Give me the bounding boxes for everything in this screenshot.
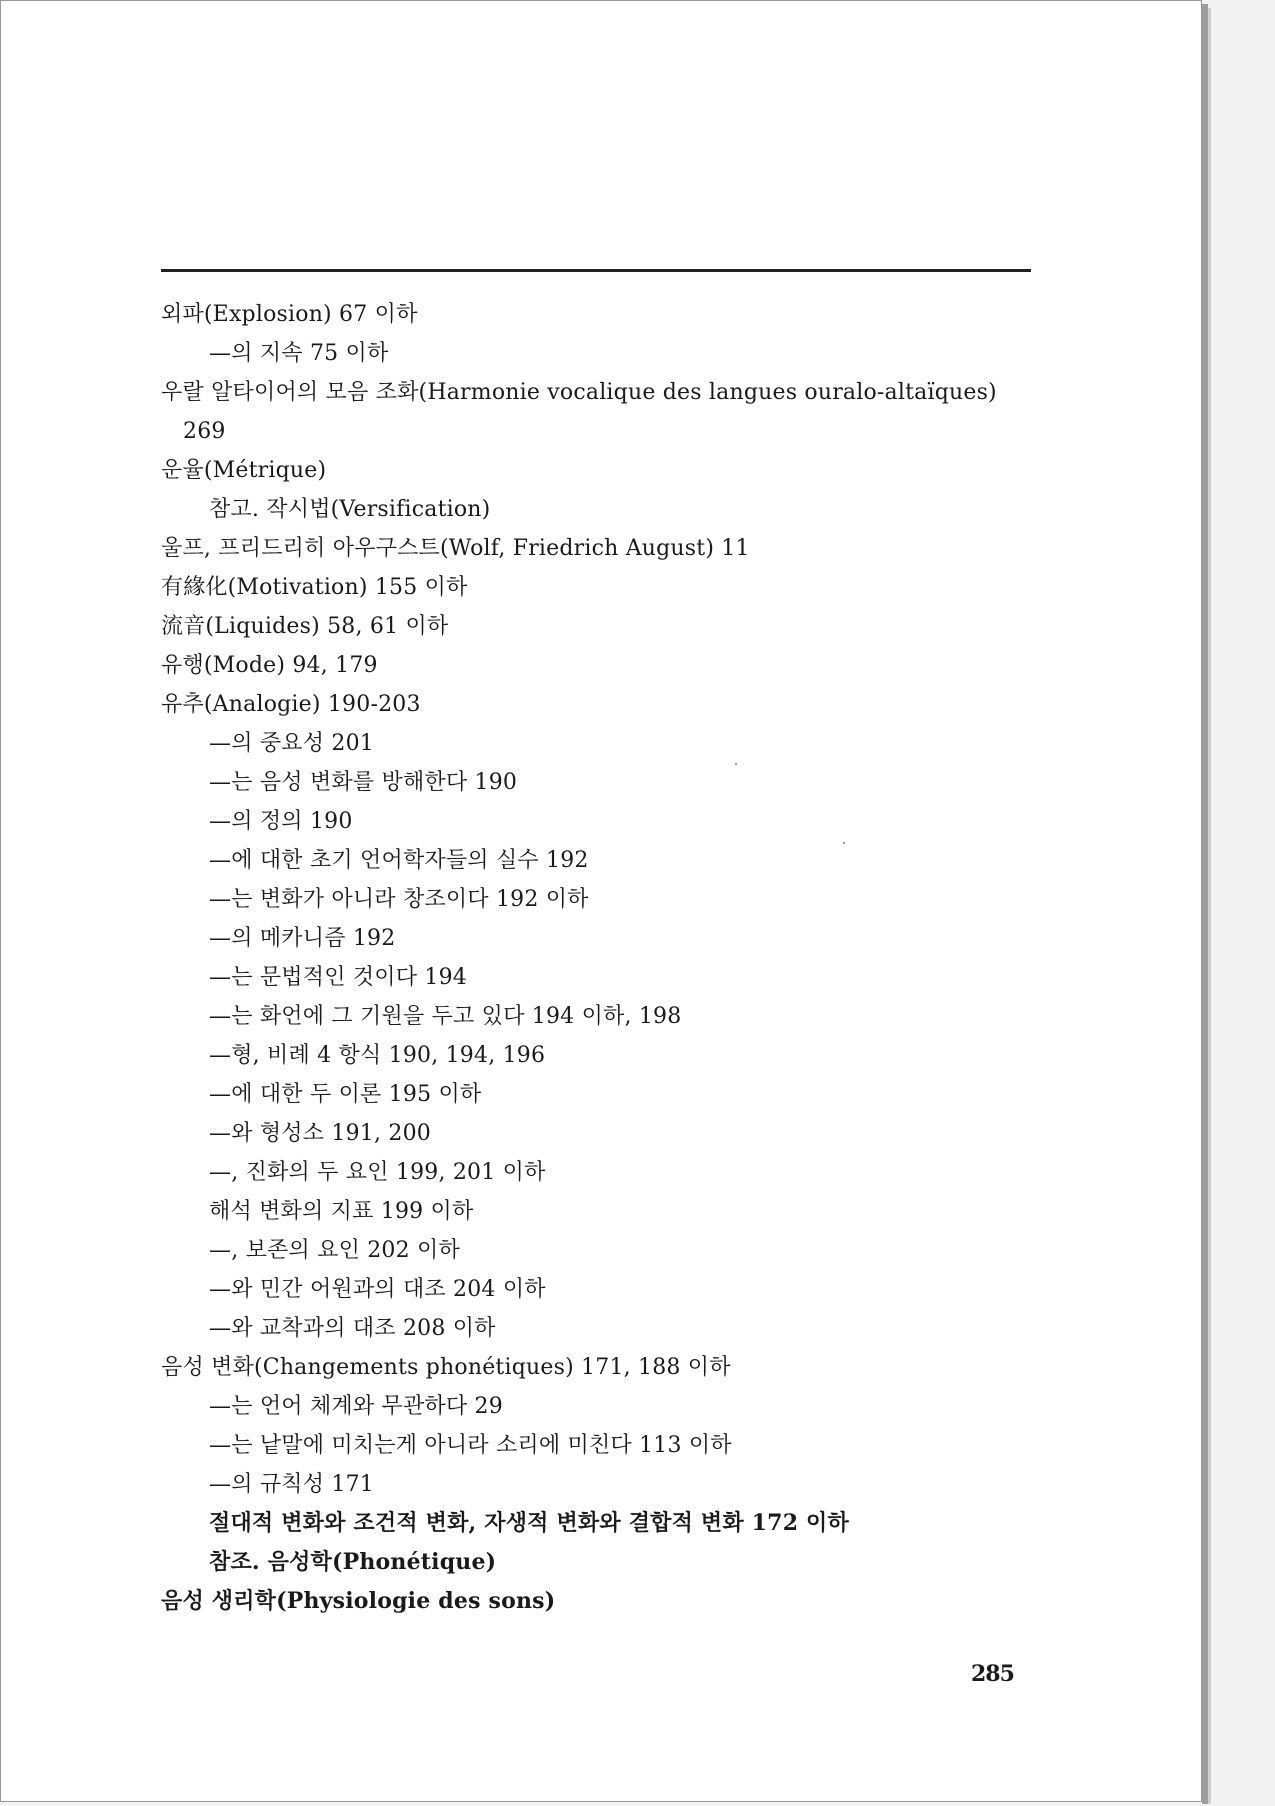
index-entry: 우랄 알타이어의 모음 조화(Harmonie vocalique des langues ouralo-altaïques) bbox=[161, 380, 997, 405]
index-subentry: —는 화언에 그 기원을 두고 있다 194 이하, 198 bbox=[209, 1004, 682, 1029]
index-entry: 유추(Analogie) 190-203 bbox=[161, 692, 421, 717]
index-subentry: —는 문법적인 것이다 194 bbox=[209, 965, 467, 990]
scan-speck bbox=[843, 842, 845, 844]
index-entry: 음성 변화(Changements phonétiques) 171, 188 이하 bbox=[161, 1355, 731, 1380]
index-subentry: —와 민간 어원과의 대조 204 이하 bbox=[209, 1277, 546, 1302]
index-subentry: 참조. 음성학(Phonétique) bbox=[209, 1549, 497, 1575]
index-subentry: 참고. 작시법(Versification) bbox=[209, 497, 491, 522]
index-subentry: —에 대한 두 이론 195 이하 bbox=[209, 1082, 482, 1107]
index-list bbox=[161, 295, 1041, 1621]
page-number: 285 bbox=[971, 1661, 1014, 1687]
index-subentry: —, 진화의 두 요인 199, 201 이하 bbox=[209, 1160, 546, 1185]
index-subentry: —는 언어 체계와 무관하다 29 bbox=[209, 1394, 503, 1419]
index-subentry: —의 지속 75 이하 bbox=[209, 341, 389, 366]
index-subentry: —형, 비례 4 항식 190, 194, 196 bbox=[209, 1043, 546, 1068]
index-subentry: —의 규칙성 171 bbox=[209, 1472, 374, 1497]
index-entry: 流音(Liquides) 58, 61 이하 bbox=[161, 614, 449, 639]
index-subentry: —에 대한 초기 언어학자들의 실수 192 bbox=[209, 848, 589, 873]
index-entry: 음성 생리학(Physiologie des sons) bbox=[161, 1588, 556, 1614]
index-entry: 유행(Mode) 94, 179 bbox=[161, 653, 378, 678]
page-edge-shadow bbox=[1208, 8, 1211, 1804]
index-subentry: —와 교착과의 대조 208 이하 bbox=[209, 1316, 496, 1341]
index-subentry: —와 형성소 191, 200 bbox=[209, 1121, 431, 1146]
index-subentry: —의 메카니즘 192 bbox=[209, 926, 396, 951]
index-subentry: —, 보존의 요인 202 이하 bbox=[209, 1238, 460, 1263]
index-subentry: —는 변화가 아니라 창조이다 192 이하 bbox=[209, 887, 589, 912]
index-subentry: —의 중요성 201 bbox=[209, 731, 374, 756]
index-entry: 울프, 프리드리히 아우구스트(Wolf, Friedrich August) 11 bbox=[161, 536, 750, 561]
scan-speck bbox=[735, 763, 737, 765]
index-subentry: 절대적 변화와 조건적 변화, 자생적 변화와 결합적 변화 172 이하 bbox=[209, 1510, 849, 1536]
index-subentry: —는 음성 변화를 방해한다 190 bbox=[209, 770, 518, 795]
index-entry: 외파(Explosion) 67 이하 bbox=[161, 302, 418, 327]
index-subentry: 해석 변화의 지표 199 이하 bbox=[209, 1199, 474, 1224]
index-subentry: —는 낱말에 미치는게 아니라 소리에 미친다 113 이하 bbox=[209, 1433, 732, 1458]
header-rule bbox=[161, 269, 1031, 272]
index-entry-continuation: 269 bbox=[183, 419, 226, 444]
index-subentry: —의 정의 190 bbox=[209, 809, 353, 834]
index-entry: 有緣化(Motivation) 155 이하 bbox=[161, 575, 468, 600]
index-entry: 운율(Métrique) bbox=[161, 458, 327, 483]
